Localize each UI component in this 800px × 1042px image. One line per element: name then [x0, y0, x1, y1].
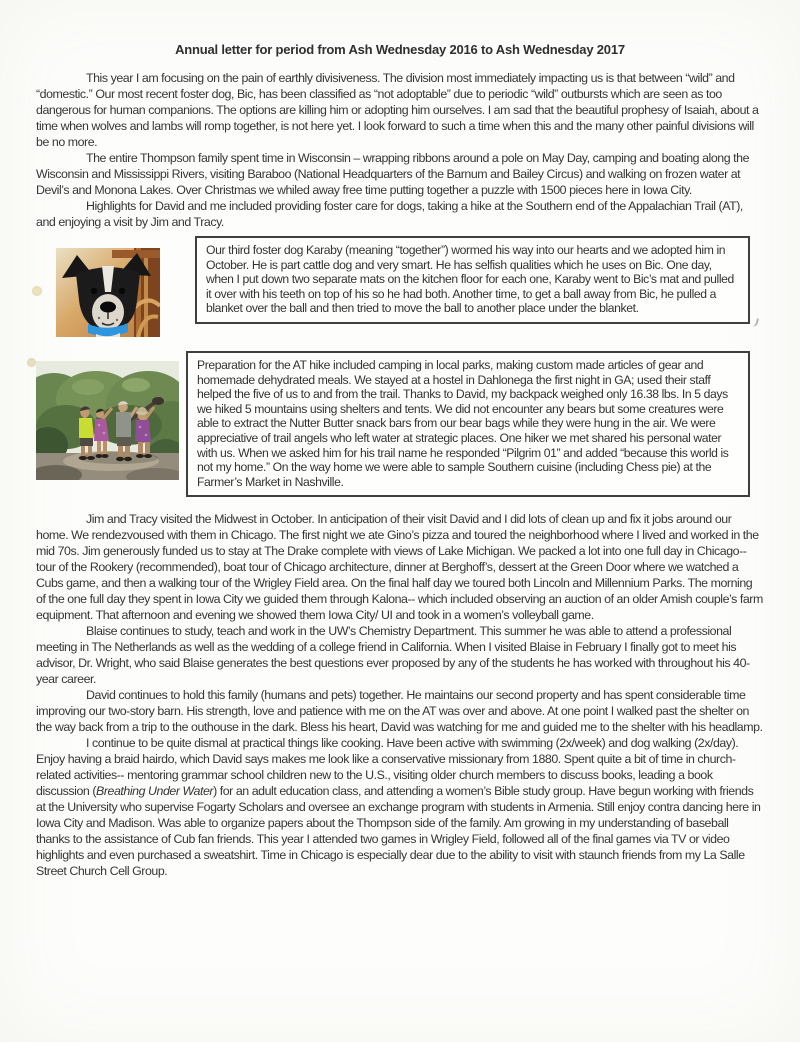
dog-nose	[100, 302, 116, 313]
karaby-text-box	[195, 236, 750, 324]
karaby-row	[36, 236, 763, 337]
hole-punch-mark-top	[32, 286, 42, 296]
at-hike-row	[36, 351, 763, 497]
dog-left-eye	[91, 288, 97, 294]
paragraph-activities	[36, 735, 763, 879]
paragraph-wisconsin: The entire Thompson family spent time in Wisconsin – wrapping ribbons around a pole on May Day, camping and boating along the Wisconsin and Mississippi Rivers, visiting Baraboo (National Headquarters of the Barnum and Bailey Circus) and walking on frozen water at Devil’s and Monona Lakes. Over Christmas we whiled away free time putting together a puzzle with 1500 pieces here in Iowa City.	[36, 151, 750, 197]
at-hike-text: Preparation for the AT hike included camping in local parks, making custom made articles of gear and homemade dehydrated meals. We stayed at a hostel in Dahlonega the first night in GA; used their staff helped the five of us to and from the trail. Thanks to David, my backpack weighed only 16.38 lbs. In 5 days we hiked 5 mountains using shelters and tents. We did not encounter any bears but some creatures were able to extract the Nutter Butter snack bars from our bear bags while they were hung in the air. We were appreciative of trail angels who left water at strategic places. One hiker we met shared his personal water with us. When we asked him for his trail name he responded “Pilgrim 01” and added “because this world is not my home.” On the way home we were able to sample Southern cuisine (including Chess pie) at the Farmer’s Market in Nashville.	[197, 358, 729, 489]
at-hike-text-box	[186, 351, 750, 497]
karaby-text: Our third foster dog Karaby (meaning “together”) wormed his way into our hearts and we adopted him in October. He is part cattle dog and very smart. He has selfish qualities which he uses on Bic. One day, when I put down two separate mats on the kitchen floor for each one, Karaby went to Bic’s mat and pulled it over with his teeth on top of his so he had both. Another time, to get a ball away from Bic, he pulled a blanket over the ball and then tried to move the ball to another place under the blanket.	[206, 243, 734, 316]
hole-punch-mark-bottom	[27, 358, 36, 367]
at-hike-group-photo	[36, 361, 179, 480]
hike-group-illustration	[36, 361, 179, 480]
dog-right-eye	[119, 288, 125, 294]
book-title: Breathing Under Water	[96, 784, 214, 799]
paragraph-jim-tracy: Jim and Tracy visited the Midwest in October. In anticipation of their visit David and I did lots of clean up and fix it jobs around our home. We rendezvoused with them in Chicago. The first night we ate Gino’s pizza and toured the neighborhood where I lived and worked in the mid 70s. Jim generously funded us to stay at The Drake complete with views of Lake Michigan. We packed a lot into one full day in Chicago-- tour of the Rookery (recommended), boat tour of Chicago architecture, dinner at Berghoff’s, dessert at the Green Door where we watched a Cubs game, and then a walking tour of the Wrigley Field area. On the final half day we toured both Lincoln and Millennium Parks. The morning of the one full day they spent in Iowa City we guided them through Kalona-- which included observing an auction of an older Amish couple’s farm equipment. That afternoon and evening we showed them Iowa City/ UI and took in a women’s volleyball game.	[36, 512, 763, 623]
letter-title: Annual letter for period from Ash Wednesday 2016 to Ash Wednesday 2017	[175, 42, 625, 57]
paragraph-blaise: Blaise continues to study, teach and work in the UW’s Chemistry Department. This summer he was able to attend a professional meeting in The Netherlands as well as the wedding of a college friend in California. When I visited Blaise in February I finally got to meet his advisor, Dr. Wright, who said Blaise generates the best questions ever proposed by any of the students he has worked with throughout his 40-year career.	[36, 624, 750, 687]
paragraph-divisiveness: This year I am focusing on the pain of earthly divisiveness. The division most immediately impacting us is that between “wild” and “domestic.” Our most recent foster dog, Bic, has been classified as “not adoptable” due to periodic “wild” outbursts which are seen as too dangerous for human companions. The options are killing him or adopting him ourselves. I am sad that the beautiful prophesy of Isaiah, about a time when wolves and lambs will romp together, is not here yet. I look forward to such a time when this and the many other painful divisions will be no more.	[36, 71, 759, 149]
foster-dog-illustration	[56, 248, 160, 337]
letter-body	[36, 70, 763, 879]
paragraph-highlights: Highlights for David and me included providing foster care for dogs, taking a hike at the Southern end of the Appalachian Trail (AT), and enjoying a visit by Jim and Tracy.	[36, 199, 743, 229]
paragraph-david: David continues to hold this family (humans and pets) together. He maintains our second property and has spent considerable time improving our two-story barn. His strength, love and patience with me on the AT was over and above. At one point I walked past the shelter on the way back from a trip to the outhouse in the dark. Bless his heart, David was watching for me and guided me to the shelter with his headlamp.	[36, 688, 763, 735]
foster-dog-photo	[56, 248, 160, 337]
activities-text-after: ) for an adult education class, and attending a women’s Bible study group. Have begun working with friends at the University who supervise Fogarty Scholars and oversee an exchange program with students in Armenia. Still enjoy contra dancing here in Iowa City and Madison. Was able to organize papers about the Thompson side of the family. Am growing in my understanding of baseball thanks to the assistance of Cub fan friends. This year I attended two games in Wrigley Field, followed all of the final games via TV or video highlights and even purchased a sweatshirt. Time in Chicago is especially dear due to the ability to visit with staunch friends from my La Salle Street Church Cell Group.	[36, 784, 761, 879]
activities-text-before: I continue to be quite dismal at practical things like cooking. Have been active with swimming (2x/week) and dog walking (2x/day). Enjoy having a braid hairdo, which David says makes me look like a conservative missionary from 1880. Spent quite a bit of time in church-related activities-- mentoring grammar school children new to the U.S., visiting older church members to discuss books, leading a book discussion (	[36, 736, 739, 799]
